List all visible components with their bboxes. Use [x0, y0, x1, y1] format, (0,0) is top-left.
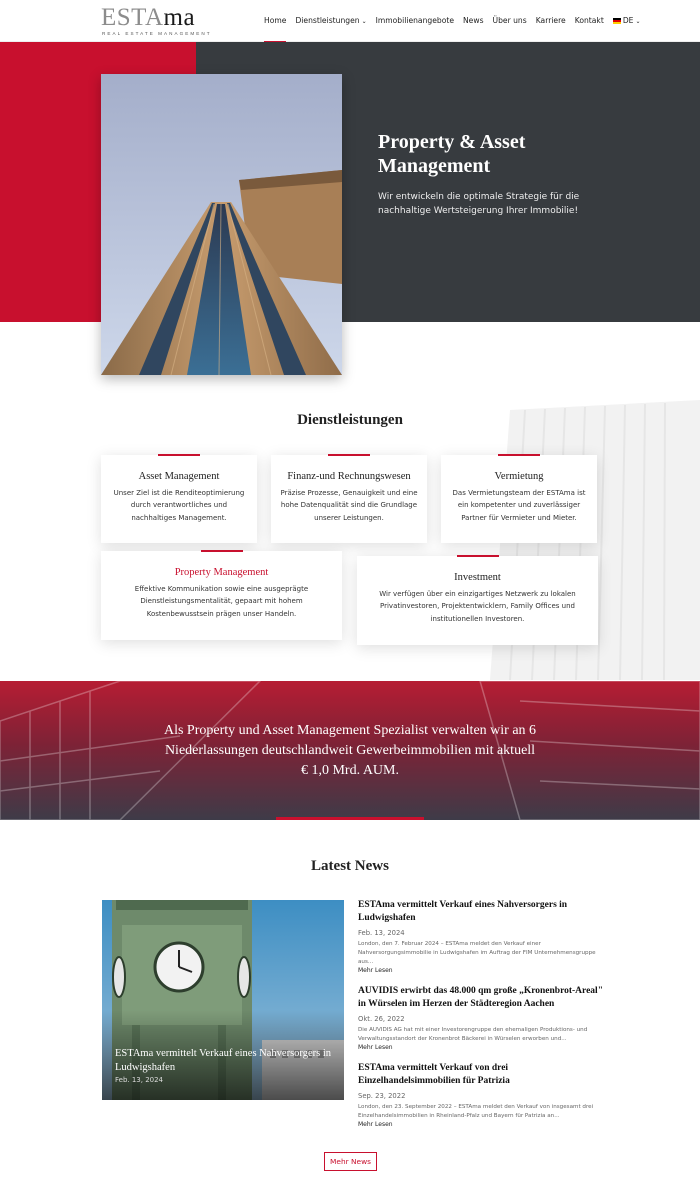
nav-item-kontakt[interactable]: Kontakt [574, 16, 604, 25]
main-nav [264, 0, 650, 42]
read-more-link[interactable]: Mehr Lesen [358, 1121, 393, 1128]
card-text: Effektive Kommunikation sowie eine ausgeprägte Dienstleistungsmentalität, gepaart mit hohem Kostenbewusstsein prägen unser Handeln. [134, 585, 309, 618]
news-item-title[interactable]: ESTAma vermittelt Verkauf von drei Einzelhandelsimmobilien für Patrizia [358, 1063, 510, 1086]
skyscraper-photo [101, 74, 342, 375]
card-title: Vermietung [494, 471, 544, 482]
card-title: Investment [454, 572, 501, 583]
service-card-asset-management[interactable] [101, 455, 257, 543]
card-accent-bar [201, 550, 243, 552]
news-item-date: Feb. 13, 2024 [358, 929, 405, 937]
card-accent-bar [158, 454, 200, 456]
news-item-title[interactable]: ESTAma vermittelt Verkauf eines Nahversorgers in Ludwigshafen [358, 900, 568, 923]
german-flag-icon [613, 18, 621, 24]
news-item [358, 899, 603, 974]
nav-item-karriere[interactable]: Karriere [535, 16, 566, 25]
news-item-title[interactable]: AUVIDIS erwirbt das 48.000 qm große „Kronenbrot-Areal" in Würselen im Herzen der Städteregion Aachen [358, 986, 603, 1009]
banner-accent-line [276, 817, 424, 820]
card-accent-bar [457, 555, 499, 557]
estama-logo[interactable] [101, 5, 211, 35]
aum-banner [0, 681, 700, 820]
read-more-link[interactable]: Mehr Lesen [358, 1044, 393, 1051]
service-card-vermietung[interactable] [441, 455, 597, 543]
news-item-date: Sep. 23, 2022 [358, 1092, 406, 1100]
nav-item-immobilienangebote[interactable]: Immobilienangebote [375, 16, 454, 25]
news-title: Latest News [311, 858, 389, 874]
logo-wordmark: ESTAma [101, 4, 196, 31]
featured-news-title[interactable]: ESTAma vermittelt Verkauf eines Nahversorgers in Ludwigshafen [115, 1048, 332, 1073]
read-more-link[interactable]: Mehr Lesen [358, 967, 393, 974]
nav-item-ueber-uns[interactable]: Über uns [492, 16, 527, 25]
site-header [0, 0, 700, 42]
news-item-date: Okt. 26, 2022 [358, 1015, 405, 1023]
banner-text: Als Property und Asset Management Spezialist verwalten wir an 6 Niederlassungen deutschlandweit Gewerbeimmobilien mit aktuell € 1,0 Mrd. AUM. [163, 723, 537, 778]
news-item-excerpt: London, den 23. September 2022 – ESTAma meldet den Verkauf von insgesamt drei Einzelhandelsimmobilien in Rheinland-Pfalz und Bayern für Patrizia an... [358, 1104, 594, 1119]
services-title: Dienstleistungen [297, 412, 403, 428]
card-accent-bar [328, 454, 370, 456]
featured-news-card[interactable] [102, 900, 344, 1100]
hero-text: Wir entwickeln die optimale Strategie für die nachhaltige Wertsteigerung Ihrer Immobilie! [378, 192, 580, 216]
service-card-property-management[interactable] [101, 551, 342, 640]
card-text: Unser Ziel ist die Renditeoptimierung durch verantwortliches und nachhaltiges Management. [113, 489, 245, 522]
card-accent-bar [498, 454, 540, 456]
nav-item-news[interactable]: News [463, 16, 484, 25]
hero-title: Property & Asset Management [378, 131, 526, 177]
logo-subtitle: REAL ESTATE MANAGEMENT [102, 31, 212, 36]
card-title: Finanz-und Rechnungswesen [287, 471, 411, 482]
news-item-excerpt: London, den 7. Februar 2024 – ESTAma meldet den Verkauf einer Nahversorgungsimmobilie in Ludwigshafen im Auftrag der FIM Unternehmensgruppe aus... [358, 941, 596, 965]
featured-news-date: Feb. 13, 2024 [115, 1076, 164, 1084]
card-text: Das Vermietungsteam der ESTAma ist ein kompetenter und zuverlässiger Partner für Vermieter und Mieter. [452, 489, 586, 522]
service-card-investment[interactable] [357, 556, 598, 645]
card-title: Asset Management [138, 471, 220, 482]
card-title: Property Management [174, 567, 269, 578]
news-item [358, 985, 603, 1051]
nav-item-dienstleistungen[interactable]: Dienstleistungen ⌄ [295, 0, 366, 42]
news-item-excerpt: Die AUVIDIS AG hat mit einer Investorengruppe den ehemaligen Produktions- und Verwaltungsstandort der Kronenbrot Bäckerei in Würselen erworben und... [358, 1027, 588, 1042]
card-text: Wir verfügen über ein einzigartiges Netzwerk zu lokalen Privatinvestoren, Projektentwicklern, Family Offices und institutionellen Investoren. [379, 590, 576, 623]
language-switcher[interactable]: DE ⌄ [613, 0, 641, 42]
news-item [358, 1062, 603, 1128]
card-text: Präzise Prozesse, Genauigkeit und eine hohe Datenqualität sind die Grundlage unserer Leistungen. [280, 489, 418, 522]
service-card-finanz[interactable] [271, 455, 427, 543]
more-news-button[interactable]: Mehr News [324, 1152, 377, 1171]
chevron-down-icon: ⌄ [635, 18, 641, 25]
chevron-down-icon: ⌄ [361, 18, 367, 25]
nav-item-home[interactable]: Home [264, 0, 286, 42]
